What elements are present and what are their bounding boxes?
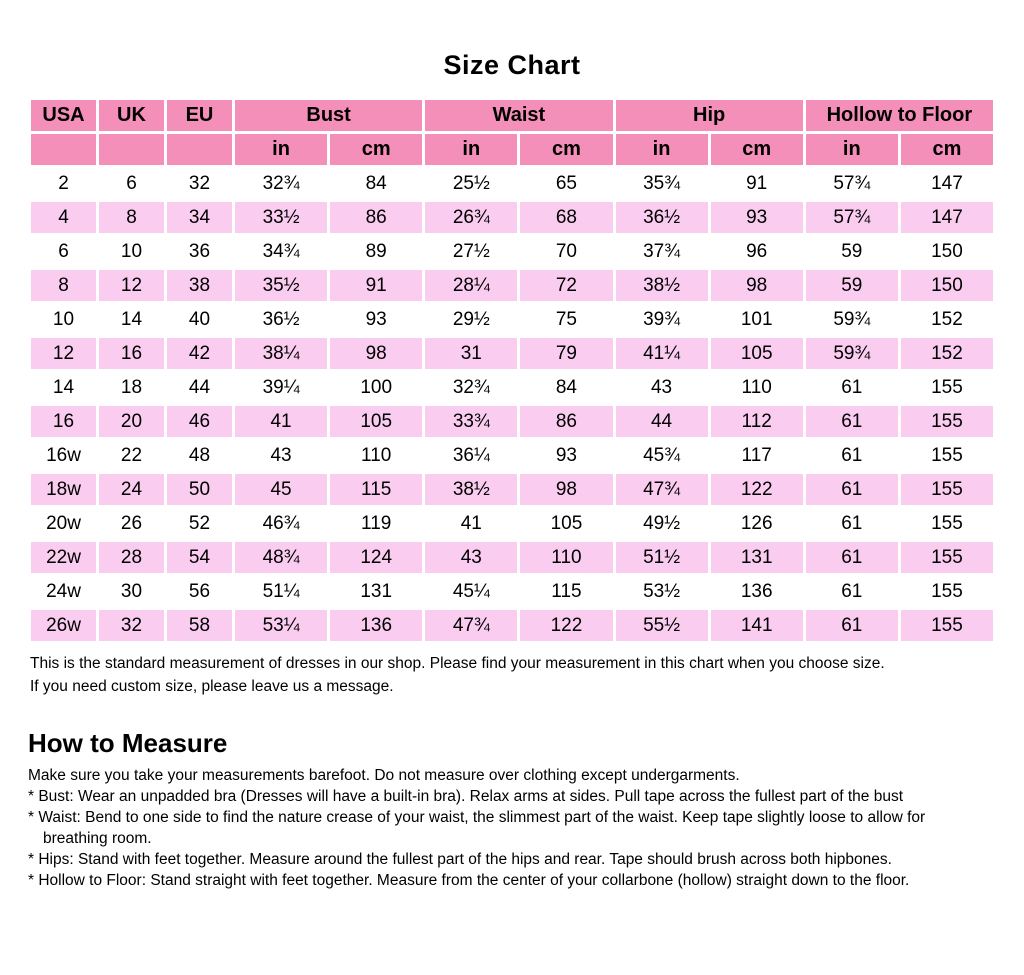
size-cell: 51½	[614, 541, 709, 575]
size-cell: 93	[329, 303, 424, 337]
size-cell: 47¾	[424, 609, 519, 643]
table-row	[30, 439, 995, 473]
size-cell: 61	[804, 439, 899, 473]
unit-cell-bust-cm: cm	[329, 133, 424, 167]
unit-cell-hip-in: in	[614, 133, 709, 167]
size-cell: 14	[98, 303, 166, 337]
size-cell: 152	[899, 337, 994, 371]
size-cell: 4	[30, 201, 98, 235]
table-row	[30, 541, 995, 575]
size-cell: 38	[166, 269, 234, 303]
size-cell: 35¾	[614, 167, 709, 201]
size-cell: 131	[329, 575, 424, 609]
size-cell: 84	[329, 167, 424, 201]
size-cell: 59¾	[804, 303, 899, 337]
measure-waist-continuation: breathing room.	[43, 830, 152, 847]
size-cell: 124	[329, 541, 424, 575]
table-row	[30, 371, 995, 405]
size-cell: 115	[329, 473, 424, 507]
size-cell: 36¼	[424, 439, 519, 473]
size-cell: 38½	[614, 269, 709, 303]
size-chart-table	[28, 97, 996, 644]
size-cell: 45¾	[614, 439, 709, 473]
size-cell: 96	[709, 235, 804, 269]
size-cell: 12	[30, 337, 98, 371]
table-row	[30, 269, 995, 303]
size-cell: 34¾	[234, 235, 329, 269]
size-cell: 38½	[424, 473, 519, 507]
size-cell: 48	[166, 439, 234, 473]
size-cell: 44	[166, 371, 234, 405]
size-cell: 55½	[614, 609, 709, 643]
measure-waist: * Waist: Bend to one side to find the nature crease of your waist, the slimmest part of the waist. Keep tape slightly loose to allow for	[28, 809, 926, 826]
size-cell: 36	[166, 235, 234, 269]
size-cell: 50	[166, 473, 234, 507]
size-cell: 2	[30, 167, 98, 201]
size-cell: 89	[329, 235, 424, 269]
size-cell: 110	[519, 541, 614, 575]
measure-hips: * Hips: Stand with feet together. Measure around the fullest part of the hips and rear. Tape should brush across both hipbones.	[28, 851, 892, 868]
size-cell: 24	[98, 473, 166, 507]
size-cell: 25½	[424, 167, 519, 201]
size-cell: 36½	[234, 303, 329, 337]
size-cell: 61	[804, 507, 899, 541]
column-header-waist: Waist	[424, 99, 614, 133]
size-cell: 32¾	[424, 371, 519, 405]
size-cell: 91	[329, 269, 424, 303]
size-cell: 105	[709, 337, 804, 371]
size-cell: 61	[804, 473, 899, 507]
table-row	[30, 303, 995, 337]
size-cell: 49½	[614, 507, 709, 541]
size-cell: 51¼	[234, 575, 329, 609]
size-cell: 20	[98, 405, 166, 439]
unit-cell-hip-cm: cm	[709, 133, 804, 167]
size-cell: 105	[519, 507, 614, 541]
size-cell: 61	[804, 405, 899, 439]
header-group-row	[30, 99, 995, 133]
column-header-usa: USA	[30, 99, 98, 133]
size-cell: 93	[709, 201, 804, 235]
size-cell: 20w	[30, 507, 98, 541]
unit-cell-empty	[30, 133, 98, 167]
unit-cell-hollow-in: in	[804, 133, 899, 167]
size-cell: 48¾	[234, 541, 329, 575]
size-cell: 47¾	[614, 473, 709, 507]
size-cell: 57¾	[804, 167, 899, 201]
size-cell: 30	[98, 575, 166, 609]
size-cell: 22	[98, 439, 166, 473]
column-header-uk: UK	[98, 99, 166, 133]
table-row	[30, 609, 995, 643]
size-cell: 53½	[614, 575, 709, 609]
size-cell: 34	[166, 201, 234, 235]
size-cell: 68	[519, 201, 614, 235]
column-header-bust: Bust	[234, 99, 424, 133]
size-cell: 37¾	[614, 235, 709, 269]
size-cell: 8	[30, 269, 98, 303]
size-cell: 110	[709, 371, 804, 405]
size-cell: 126	[709, 507, 804, 541]
size-cell: 14	[30, 371, 98, 405]
size-cell: 6	[98, 167, 166, 201]
size-cell: 42	[166, 337, 234, 371]
size-cell: 8	[98, 201, 166, 235]
size-cell: 36½	[614, 201, 709, 235]
size-cell: 61	[804, 371, 899, 405]
size-cell: 155	[899, 541, 994, 575]
size-cell: 18w	[30, 473, 98, 507]
column-header-hollow-to-floor: Hollow to Floor	[804, 99, 994, 133]
size-cell: 26¾	[424, 201, 519, 235]
size-cell: 35½	[234, 269, 329, 303]
size-cell: 59¾	[804, 337, 899, 371]
size-cell: 33½	[234, 201, 329, 235]
size-cell: 75	[519, 303, 614, 337]
size-cell: 10	[30, 303, 98, 337]
size-cell: 117	[709, 439, 804, 473]
size-cell: 33¾	[424, 405, 519, 439]
size-cell: 79	[519, 337, 614, 371]
size-cell: 131	[709, 541, 804, 575]
size-cell: 100	[329, 371, 424, 405]
page-title: Size Chart	[443, 50, 581, 80]
size-cell: 136	[329, 609, 424, 643]
note-line-2: If you need custom size, please leave us a message.	[30, 678, 394, 695]
size-cell: 41	[234, 405, 329, 439]
size-cell: 115	[519, 575, 614, 609]
size-cell: 10	[98, 235, 166, 269]
column-header-hip: Hip	[614, 99, 804, 133]
size-cell: 98	[709, 269, 804, 303]
size-cell: 61	[804, 575, 899, 609]
size-cell: 150	[899, 235, 994, 269]
measure-bust: * Bust: Wear an unpadded bra (Dresses will have a built-in bra). Relax arms at sides. Pull tape across the fullest part of the bust	[28, 788, 904, 805]
size-cell: 150	[899, 269, 994, 303]
size-cell: 58	[166, 609, 234, 643]
how-to-measure-heading: How to Measure	[28, 728, 228, 758]
size-cell: 91	[709, 167, 804, 201]
size-cell: 155	[899, 473, 994, 507]
size-cell: 57¾	[804, 201, 899, 235]
size-cell: 43	[424, 541, 519, 575]
size-cell: 70	[519, 235, 614, 269]
table-row	[30, 405, 995, 439]
size-cell: 18	[98, 371, 166, 405]
size-cell: 93	[519, 439, 614, 473]
size-cell: 44	[614, 405, 709, 439]
size-cell: 38¼	[234, 337, 329, 371]
size-cell: 39¾	[614, 303, 709, 337]
size-cell: 59	[804, 269, 899, 303]
unit-row	[30, 133, 995, 167]
size-cell: 24w	[30, 575, 98, 609]
size-cell: 141	[709, 609, 804, 643]
size-cell: 39¼	[234, 371, 329, 405]
size-cell: 72	[519, 269, 614, 303]
unit-cell-empty	[98, 133, 166, 167]
size-cell: 98	[329, 337, 424, 371]
size-cell: 29½	[424, 303, 519, 337]
size-cell: 40	[166, 303, 234, 337]
table-row	[30, 235, 995, 269]
size-cell: 110	[329, 439, 424, 473]
size-cell: 61	[804, 541, 899, 575]
size-cell: 46	[166, 405, 234, 439]
size-cell: 105	[329, 405, 424, 439]
table-row	[30, 507, 995, 541]
size-cell: 43	[234, 439, 329, 473]
standard-measurement-note	[30, 652, 1024, 698]
size-cell: 28¼	[424, 269, 519, 303]
size-cell: 152	[899, 303, 994, 337]
size-cell: 86	[519, 405, 614, 439]
size-cell: 16w	[30, 439, 98, 473]
size-cell: 6	[30, 235, 98, 269]
size-cell: 46¾	[234, 507, 329, 541]
size-cell: 122	[519, 609, 614, 643]
size-cell: 26	[98, 507, 166, 541]
size-cell: 155	[899, 405, 994, 439]
unit-cell-empty	[166, 133, 234, 167]
size-cell: 41	[424, 507, 519, 541]
table-row	[30, 167, 995, 201]
size-cell: 86	[329, 201, 424, 235]
size-cell: 16	[98, 337, 166, 371]
size-cell: 32¾	[234, 167, 329, 201]
size-cell: 26w	[30, 609, 98, 643]
size-cell: 12	[98, 269, 166, 303]
size-cell: 155	[899, 507, 994, 541]
size-cell: 45	[234, 473, 329, 507]
table-row	[30, 337, 995, 371]
size-cell: 65	[519, 167, 614, 201]
size-cell: 136	[709, 575, 804, 609]
size-cell: 45¼	[424, 575, 519, 609]
size-cell: 155	[899, 371, 994, 405]
table-row	[30, 575, 995, 609]
size-cell: 155	[899, 439, 994, 473]
size-cell: 147	[899, 201, 994, 235]
size-cell: 32	[98, 609, 166, 643]
size-cell: 27½	[424, 235, 519, 269]
size-cell: 31	[424, 337, 519, 371]
size-cell: 53¼	[234, 609, 329, 643]
size-cell: 59	[804, 235, 899, 269]
unit-cell-waist-cm: cm	[519, 133, 614, 167]
size-cell: 101	[709, 303, 804, 337]
size-cell: 112	[709, 405, 804, 439]
size-cell: 155	[899, 609, 994, 643]
size-cell: 32	[166, 167, 234, 201]
size-cell: 155	[899, 575, 994, 609]
how-to-measure-instructions	[28, 765, 1024, 891]
table-row	[30, 473, 995, 507]
measure-intro: Make sure you take your measurements barefoot. Do not measure over clothing except undergarments.	[28, 767, 740, 784]
size-cell: 16	[30, 405, 98, 439]
size-cell: 122	[709, 473, 804, 507]
size-chart-body	[30, 167, 995, 643]
size-cell: 52	[166, 507, 234, 541]
unit-cell-waist-in: in	[424, 133, 519, 167]
table-row	[30, 201, 995, 235]
size-cell: 61	[804, 609, 899, 643]
size-cell: 28	[98, 541, 166, 575]
size-cell: 56	[166, 575, 234, 609]
size-cell: 41¼	[614, 337, 709, 371]
size-cell: 98	[519, 473, 614, 507]
size-cell: 119	[329, 507, 424, 541]
unit-cell-bust-in: in	[234, 133, 329, 167]
size-cell: 22w	[30, 541, 98, 575]
size-cell: 147	[899, 167, 994, 201]
note-line-1: This is the standard measurement of dresses in our shop. Please find your measurement in this chart when you choose size.	[30, 655, 885, 672]
measure-hollow-to-floor: * Hollow to Floor: Stand straight with feet together. Measure from the center of your collarbone (hollow) straight down to the floor.	[28, 872, 910, 889]
column-header-eu: EU	[166, 99, 234, 133]
unit-cell-hollow-cm: cm	[899, 133, 994, 167]
size-cell: 84	[519, 371, 614, 405]
size-cell: 54	[166, 541, 234, 575]
size-cell: 43	[614, 371, 709, 405]
